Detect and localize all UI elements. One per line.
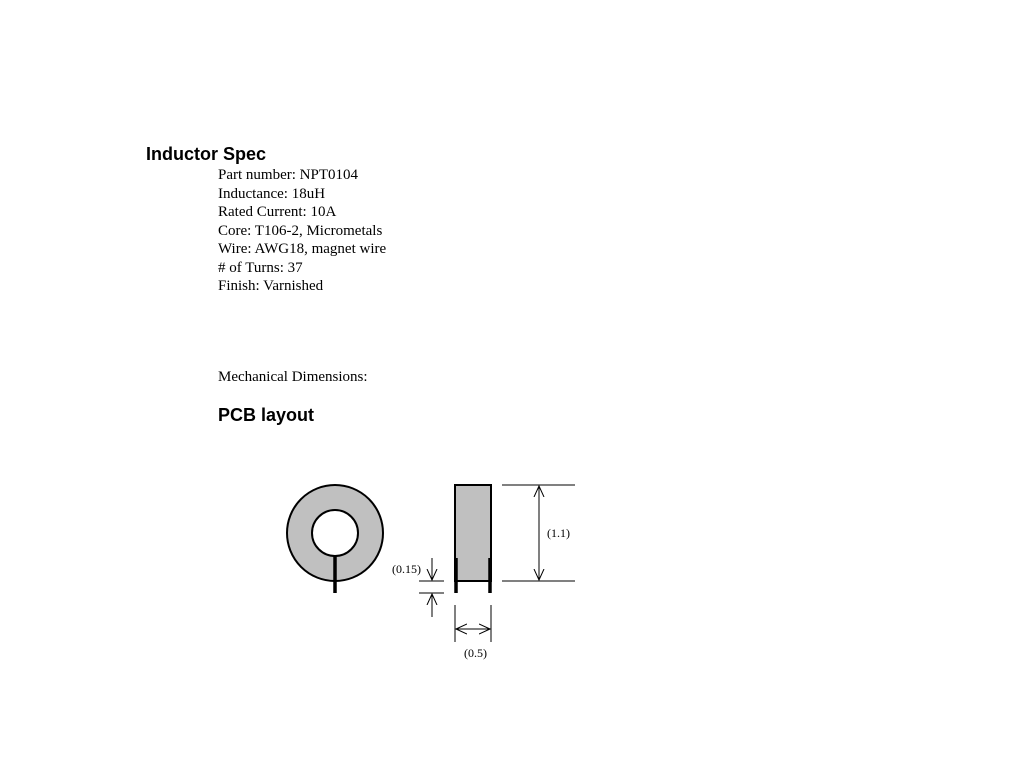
- mechanical-dimensions-label: Mechanical Dimensions:: [218, 369, 368, 385]
- toroid-side-view: [455, 485, 491, 593]
- spec-turns: # of Turns: 37: [218, 259, 303, 276]
- height-dimension-label: (1.1): [547, 526, 570, 540]
- spec-wire: Wire: AWG18, magnet wire: [218, 241, 387, 257]
- spec-part-number: Part number: NPT0104: [218, 167, 358, 183]
- toroid-top-view: [287, 485, 383, 593]
- spec-finish: Finish: Varnished: [218, 278, 324, 294]
- spec-inductance: Inductance: 18uH: [218, 185, 326, 202]
- height-dimension: [502, 485, 575, 581]
- side-body: [455, 485, 491, 581]
- lead-dimension: [392, 558, 444, 617]
- spec-rated-current: Rated Current: 10A: [218, 204, 337, 220]
- width-dimension: [455, 605, 491, 660]
- toroid-inner-hole: [312, 510, 358, 556]
- spec-title: Inductor Spec: [146, 144, 267, 164]
- lead-dimension-label: (0.15): [392, 562, 421, 576]
- pcb-layout-title: PCB layout: [218, 405, 315, 425]
- width-dimension-label: (0.5): [464, 646, 487, 660]
- spec-core: Core: T106-2, Micrometals: [218, 222, 383, 239]
